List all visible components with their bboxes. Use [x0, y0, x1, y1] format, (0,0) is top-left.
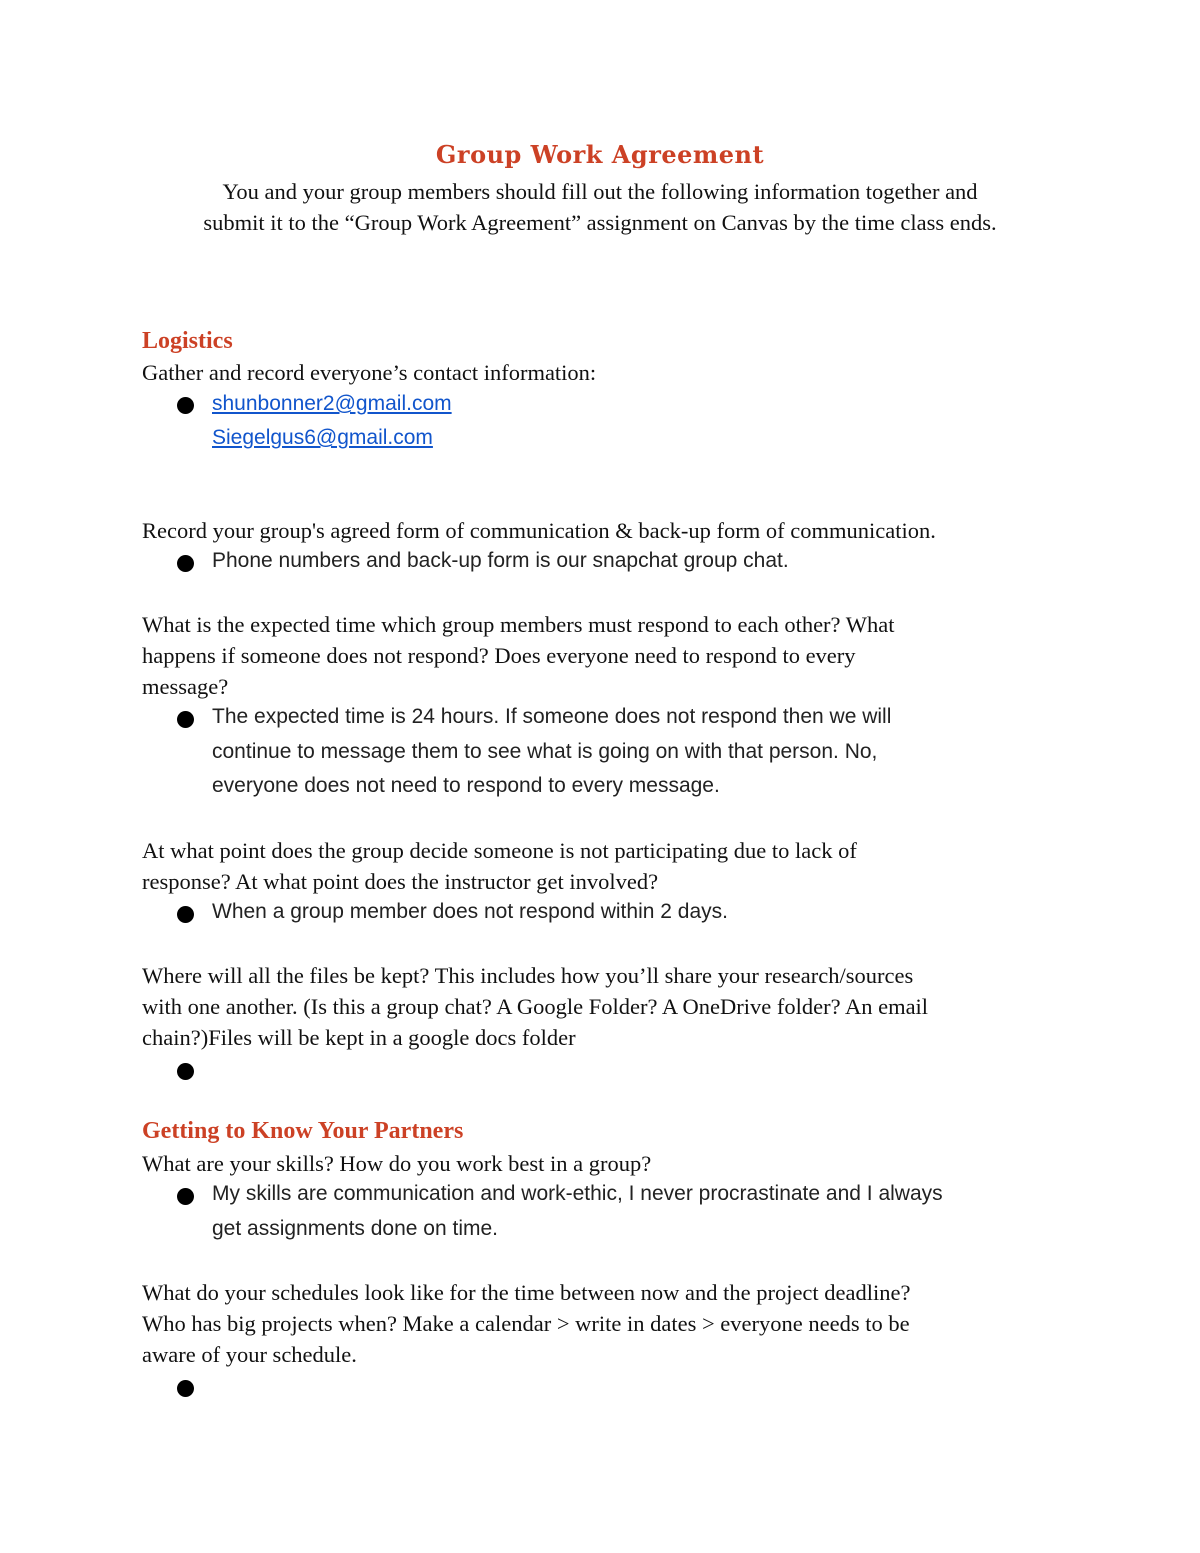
document-intro — [120, 176, 1080, 238]
answer-communication: Phone numbers and back-up form is our snapchat group chat. — [212, 549, 789, 572]
bullet-point — [177, 1188, 194, 1205]
intro-line-1: You and your group members should fill out the following information together and — [222, 179, 978, 204]
question-participation — [142, 835, 1062, 897]
document-title: Group Work Agreement — [435, 140, 765, 169]
question-line: chain?)Files will be kept in a google docs folder — [142, 1025, 576, 1050]
email-link-1[interactable]: shunbonner2@gmail.com — [212, 392, 452, 415]
email-link-2[interactable]: Siegelgus6@gmail.com — [212, 426, 433, 449]
question-line: Who has big projects when? Make a calendar > write in dates > everyone needs to be — [142, 1311, 910, 1336]
question-line: Where will all the files be kept? This includes how you’ll share your research/sources — [142, 963, 914, 988]
question-schedules — [142, 1277, 1062, 1370]
question-line: response? At what point does the instructor get involved? — [142, 869, 659, 894]
section-heading-partners: Getting to Know Your Partners — [142, 1118, 464, 1144]
answer-skills — [212, 1177, 1052, 1246]
section-heading-logistics: Logistics — [142, 328, 233, 354]
intro-line-2: submit it to the “Group Work Agreement” assignment on Canvas by the time class ends. — [203, 210, 997, 235]
question-line: What do your schedules look like for the time between now and the project deadline? — [142, 1280, 911, 1305]
question-line: aware of your schedule. — [142, 1342, 357, 1367]
bullet-point — [177, 906, 194, 923]
answer-line: The expected time is 24 hours. If someone does not respond then we will — [212, 705, 892, 728]
bullet-point — [177, 1380, 194, 1397]
bullet-point — [177, 1063, 194, 1080]
answer-response-time — [212, 700, 1052, 804]
question-contact-info: Gather and record everyone’s contact information: — [142, 360, 597, 385]
answer-line: continue to message them to see what is going on with that person. No, — [212, 739, 878, 763]
bullet-point — [177, 397, 194, 414]
question-line: At what point does the group decide someone is not participating due to lack of — [142, 838, 857, 863]
question-line: What is the expected time which group members must respond to each other? What — [142, 612, 895, 637]
bullet-point — [177, 711, 194, 728]
question-line: message? — [142, 674, 229, 699]
question-communication: Record your group's agreed form of communication & back-up form of communication. — [142, 518, 936, 543]
bullet-point — [177, 555, 194, 572]
answer-participation: When a group member does not respond within 2 days. — [212, 900, 728, 923]
question-files — [142, 960, 1062, 1053]
answer-line: get assignments done on time. — [212, 1216, 499, 1240]
question-response-time — [142, 609, 1062, 702]
question-line: with one another. (Is this a group chat? A Google Folder? A OneDrive folder? An email — [142, 994, 929, 1019]
question-line: happens if someone does not respond? Does everyone need to respond to every — [142, 643, 856, 668]
answer-line: everyone does not need to respond to every message. — [212, 774, 720, 797]
question-skills: What are your skills? How do you work best in a group? — [142, 1151, 652, 1176]
answer-line: My skills are communication and work-ethic, I never procrastinate and I always — [212, 1182, 943, 1205]
